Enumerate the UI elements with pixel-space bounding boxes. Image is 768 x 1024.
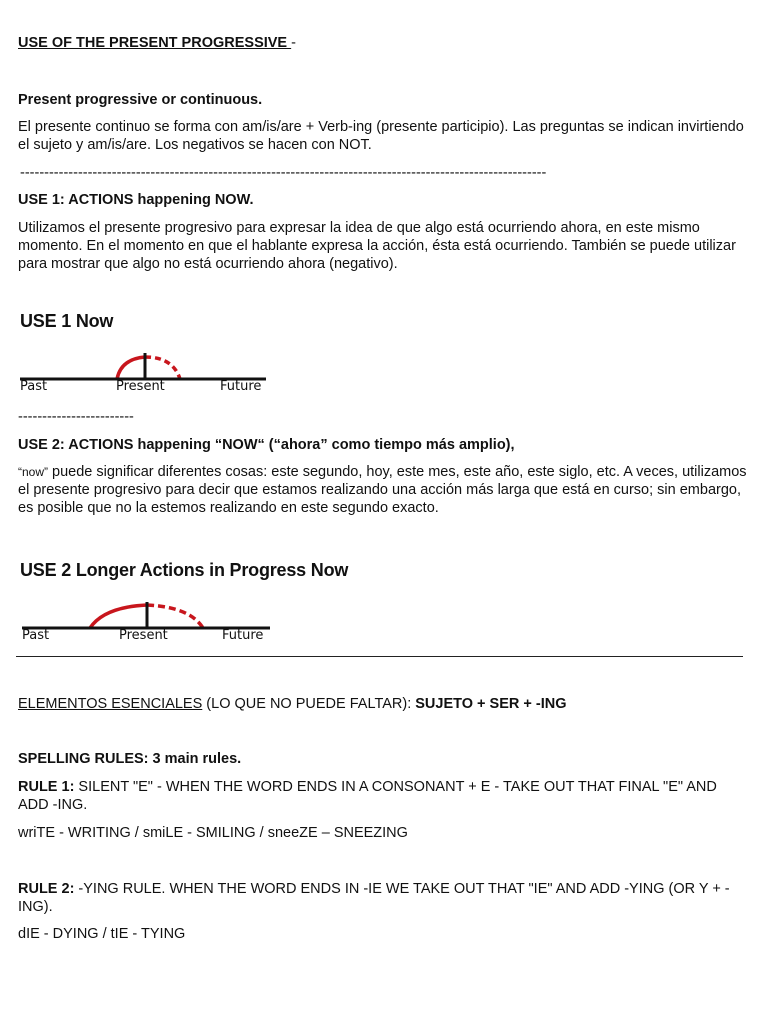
separator-long: ------------------------------------------------------------------------------------------------------------- xyxy=(20,165,547,181)
subtitle: Present progressive or continuous. xyxy=(18,92,263,108)
use2-body-quote: “now” xyxy=(18,465,49,479)
use2-label-future: Future xyxy=(222,628,264,643)
use2-action-arc-dashed xyxy=(147,605,203,628)
rule2-example: dIE - DYING / tIE - TYING xyxy=(18,926,186,942)
rule2 xyxy=(18,880,750,916)
use2-timeline xyxy=(20,595,280,647)
separator-short: ------------------------ xyxy=(18,409,134,425)
spelling-heading: SPELLING RULES: 3 main rules. xyxy=(18,751,242,767)
use1-label-future: Future xyxy=(220,379,262,394)
elements-formula: SUJETO + SER + -ING xyxy=(415,696,567,712)
use1-label-past: Past xyxy=(20,379,48,394)
use1-label-present: Present xyxy=(116,379,165,394)
use2-action-arc-solid xyxy=(90,605,147,628)
use1-action-arc-solid xyxy=(117,357,145,379)
use2-heading: USE 2: ACTIONS happening “NOW“ (“ahora” como tiempo más amplio), xyxy=(18,437,515,453)
title-text: USE OF THE PRESENT PROGRESSIVE xyxy=(18,35,292,51)
use1-action-arc-dashed xyxy=(145,357,180,379)
rule2-text: -YING RULE. WHEN THE WORD ENDS IN -IE WE TAKE OUT THAT "IE" AND ADD -YING (OR Y + -ING). xyxy=(18,881,730,915)
use2-body-text: puede significar diferentes cosas: este segundo, hoy, este mes, este año, este siglo, etc. A veces, utilizamos el presente progresivo para decir que estamos realizando una acción más larga que está en curso; sin embargo, es posible que no la estemos realizando en este segundo exacto. xyxy=(18,464,747,516)
elements-line xyxy=(18,695,750,713)
intro-paragraph: El presente continuo se forma con am/is/are + Verb-ing (presente participio). Las preguntas se indican invirtiendo el sujeto y am/is/are. Los negativos se hacen con NOT. xyxy=(18,119,744,153)
rule1-label: RULE 1: xyxy=(18,779,75,795)
use1-heading: USE 1: ACTIONS happening NOW. xyxy=(18,192,254,208)
page-title xyxy=(18,34,750,52)
use2-label-present: Present xyxy=(119,628,168,643)
elements-label: ELEMENTOS ESENCIALES xyxy=(18,696,203,712)
use2-label-past: Past xyxy=(22,628,50,643)
elements-middle: (LO QUE NO PUEDE FALTAR): xyxy=(202,696,416,712)
section-divider xyxy=(16,656,743,657)
rule2-label: RULE 2: xyxy=(18,881,75,897)
rule1-text: SILENT "E" - WHEN THE WORD ENDS IN A CONSONANT + E - TAKE OUT THAT FINAL "E" AND ADD -ING. xyxy=(18,779,717,813)
use2-figure-title: USE 2 Longer Actions in Progress Now xyxy=(20,560,349,580)
use1-figure-title: USE 1 Now xyxy=(20,311,114,331)
use1-timeline xyxy=(18,345,278,397)
use1-body: Utilizamos el presente progresivo para expresar la idea de que algo está ocurriendo ahora, en este mismo momento. En el momento en que el hablante expresa la acción, ésta está ocurriendo. También se puede utilizar para mostrar que algo no está ocurriendo ahora (negativo). xyxy=(18,220,736,272)
rule1 xyxy=(18,778,750,814)
rule1-example: wriTE - WRITING / smiLE - SMILING / sneeZE – SNEEZING xyxy=(18,825,408,841)
use2-body xyxy=(18,463,750,517)
title-dash: - xyxy=(291,35,296,51)
